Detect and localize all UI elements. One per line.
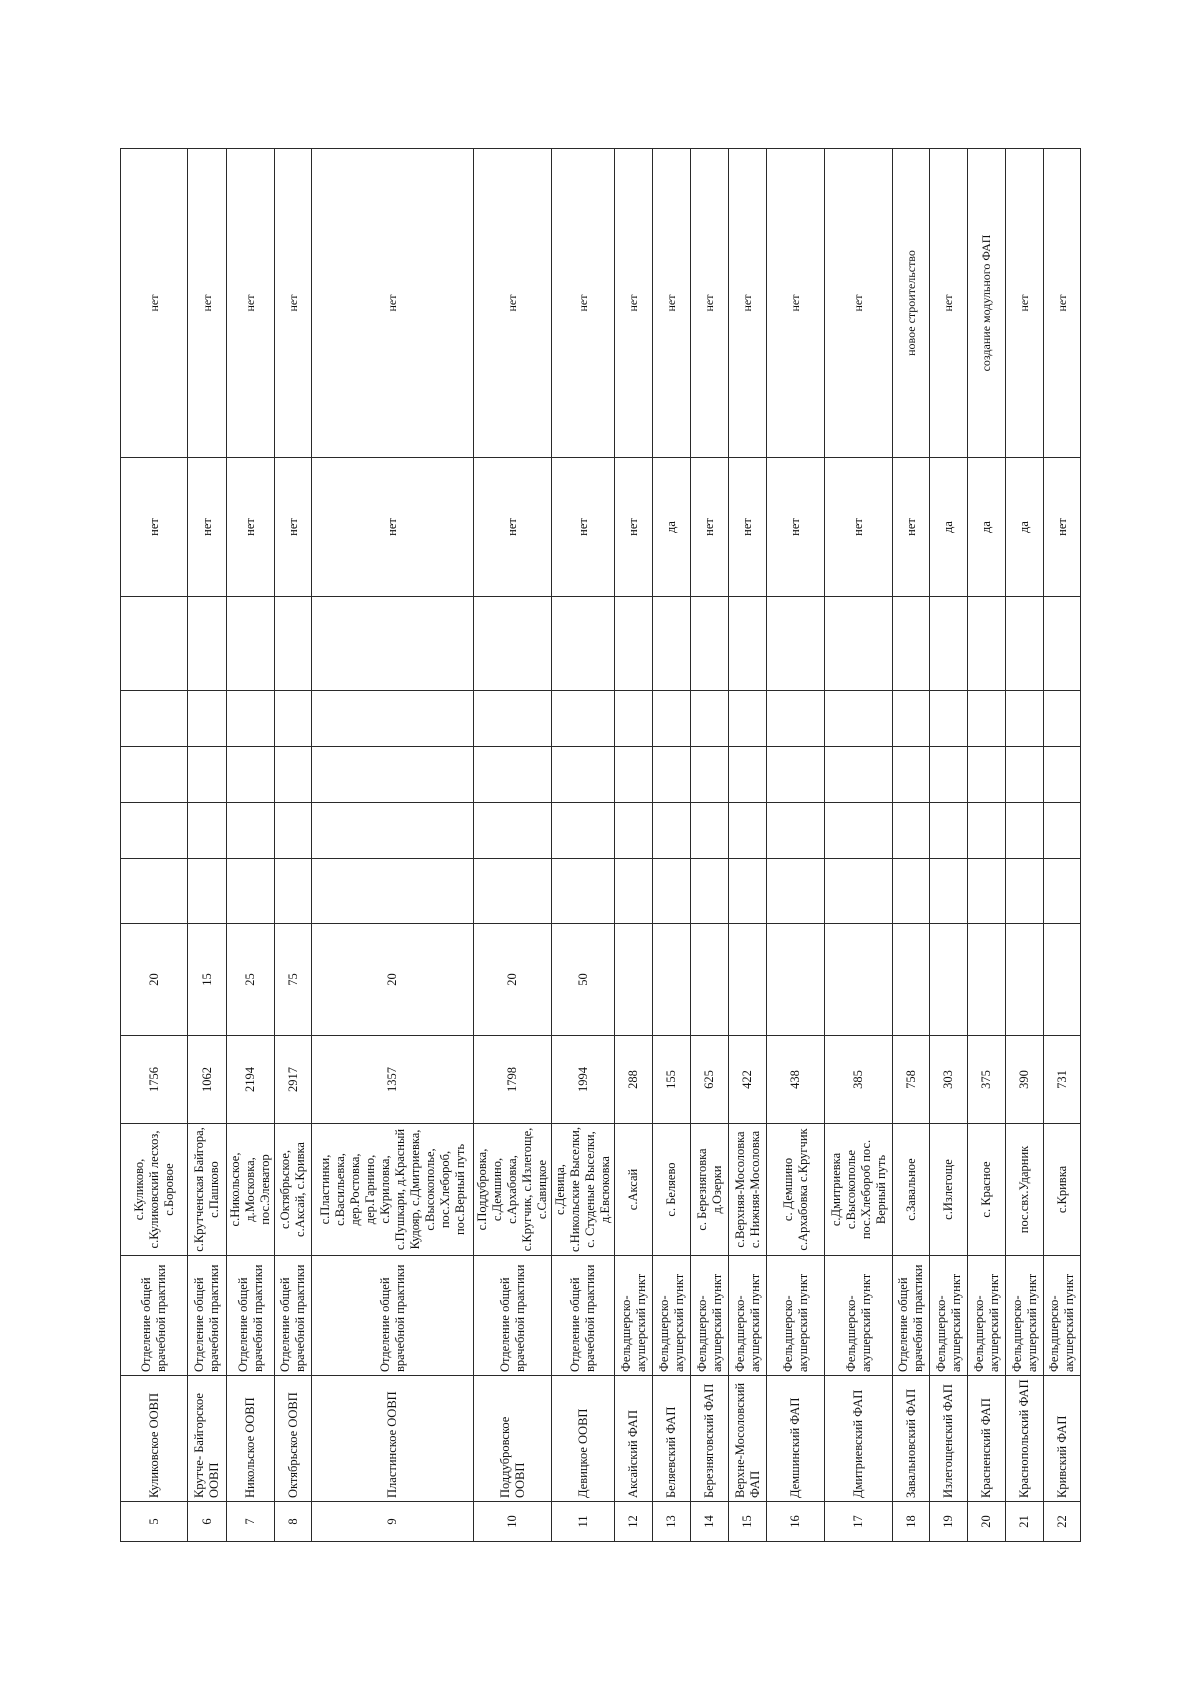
empty-cell	[968, 859, 1006, 924]
table-row	[121, 149, 188, 1542]
planned-action: нет	[275, 149, 312, 458]
empty-cell	[1044, 597, 1081, 691]
area-value: 20	[312, 924, 474, 1036]
served-settlements: с.Поддубровка, с.Демшино, с.Архабовка, с.Кругчик, с.Излегоще, с.Савицкое	[474, 1124, 552, 1256]
row-number: 8	[275, 1502, 312, 1542]
population-count: 758	[893, 1036, 930, 1124]
empty-cell	[930, 803, 968, 859]
empty-cell	[312, 859, 474, 924]
empty-cell	[968, 803, 1006, 859]
status-flag: нет	[825, 458, 893, 597]
served-settlements: с.Крутченская Байгора, с.Пашково	[188, 1124, 227, 1256]
table-row	[729, 149, 767, 1542]
status-flag: нет	[691, 458, 729, 597]
planned-action: нет	[227, 149, 275, 458]
row-number: 21	[1006, 1502, 1044, 1542]
planned-action: нет	[767, 149, 825, 458]
facility-name: Кривский ФАП	[1044, 1376, 1081, 1502]
empty-cell	[552, 859, 615, 924]
empty-cell	[474, 859, 552, 924]
empty-cell	[121, 597, 188, 691]
empty-cell	[691, 691, 729, 747]
planned-action: нет	[729, 149, 767, 458]
empty-cell	[121, 747, 188, 803]
population-count: 438	[767, 1036, 825, 1124]
empty-cell	[930, 859, 968, 924]
table-row	[312, 149, 474, 1542]
status-flag: нет	[1044, 458, 1081, 597]
served-settlements: с. Беляево	[653, 1124, 691, 1256]
empty-cell	[825, 691, 893, 747]
status-flag: нет	[312, 458, 474, 597]
facility-name: Крутче- Байгорское ООВП	[188, 1376, 227, 1502]
empty-cell	[653, 691, 691, 747]
facility-name: Поддубровское ООВП	[474, 1376, 552, 1502]
status-flag: нет	[615, 458, 653, 597]
empty-cell	[474, 691, 552, 747]
planned-action: нет	[691, 149, 729, 458]
served-settlements: с.Куликово, с.Куликовский лесхоз, с.Боровое	[121, 1124, 188, 1256]
area-value	[930, 924, 968, 1036]
table-row	[653, 149, 691, 1542]
population-count: 2194	[227, 1036, 275, 1124]
facility-type: Отделение общей врачебной практики	[188, 1256, 227, 1376]
empty-cell	[767, 597, 825, 691]
empty-cell	[968, 747, 1006, 803]
empty-cell	[121, 859, 188, 924]
empty-cell	[552, 803, 615, 859]
empty-cell	[188, 803, 227, 859]
empty-cell	[767, 691, 825, 747]
planned-action: нет	[615, 149, 653, 458]
facility-name: Демшинский ФАП	[767, 1376, 825, 1502]
empty-cell	[729, 803, 767, 859]
empty-cell	[615, 747, 653, 803]
area-value	[691, 924, 729, 1036]
table-row	[275, 149, 312, 1542]
empty-cell	[968, 691, 1006, 747]
empty-cell	[825, 803, 893, 859]
empty-cell	[968, 597, 1006, 691]
planned-action: новое строительство	[893, 149, 930, 458]
row-number: 19	[930, 1502, 968, 1542]
facility-name: Куликовское ООВП	[121, 1376, 188, 1502]
facility-type: Отделение общей врачебной практики	[552, 1256, 615, 1376]
row-number: 14	[691, 1502, 729, 1542]
served-settlements: с. Березняговка д.Озерки	[691, 1124, 729, 1256]
area-value	[653, 924, 691, 1036]
status-flag: нет	[767, 458, 825, 597]
status-flag: нет	[552, 458, 615, 597]
served-settlements: с.Кривка	[1044, 1124, 1081, 1256]
empty-cell	[691, 803, 729, 859]
empty-cell	[1006, 691, 1044, 747]
empty-cell	[615, 691, 653, 747]
served-settlements: с.Завальное	[893, 1124, 930, 1256]
row-number: 22	[1044, 1502, 1081, 1542]
served-settlements: с.Девица, с.Никольские Выселки, с. Студеные Выселки, д.Евсюковка	[552, 1124, 615, 1256]
empty-cell	[474, 747, 552, 803]
area-value: 75	[275, 924, 312, 1036]
facility-type: Отделение общей врачебной практики	[275, 1256, 312, 1376]
empty-cell	[930, 597, 968, 691]
empty-cell	[893, 597, 930, 691]
table-row	[767, 149, 825, 1542]
empty-cell	[312, 691, 474, 747]
empty-cell	[275, 597, 312, 691]
served-settlements: с.Октябрьское, с.Аксай, с.Кривка	[275, 1124, 312, 1256]
area-value: 20	[121, 924, 188, 1036]
population-count: 390	[1006, 1036, 1044, 1124]
area-value	[767, 924, 825, 1036]
empty-cell	[615, 597, 653, 691]
facility-type: Отделение общей врачебной практики	[893, 1256, 930, 1376]
empty-cell	[188, 691, 227, 747]
empty-cell	[275, 859, 312, 924]
row-number: 10	[474, 1502, 552, 1542]
facility-name: Аксайский ФАП	[615, 1376, 653, 1502]
empty-cell	[825, 859, 893, 924]
population-count: 288	[615, 1036, 653, 1124]
facility-type: Фельдшерско-акушерский пункт	[1006, 1256, 1044, 1376]
empty-cell	[1044, 691, 1081, 747]
empty-cell	[227, 747, 275, 803]
area-value	[893, 924, 930, 1036]
empty-cell	[893, 859, 930, 924]
planned-action: нет	[653, 149, 691, 458]
planned-action: нет	[474, 149, 552, 458]
facility-name: Красненский ФАП	[968, 1376, 1006, 1502]
facility-type: Фельдшерско-акушерский пункт	[767, 1256, 825, 1376]
facility-name: Дмитриевский ФАП	[825, 1376, 893, 1502]
empty-cell	[227, 859, 275, 924]
served-settlements: с.Дмитриевка с.Высокополье пос.Хлебороб пос. Верный путь	[825, 1124, 893, 1256]
empty-cell	[552, 691, 615, 747]
area-value	[825, 924, 893, 1036]
served-settlements: с.Верхняя-Мосоловка с. Нижняя-Мосоловка	[729, 1124, 767, 1256]
table-row	[691, 149, 729, 1542]
empty-cell	[474, 803, 552, 859]
population-count: 155	[653, 1036, 691, 1124]
empty-cell	[227, 597, 275, 691]
table-row	[1006, 149, 1044, 1542]
served-settlements: с.Аксай	[615, 1124, 653, 1256]
population-count: 1357	[312, 1036, 474, 1124]
empty-cell	[121, 691, 188, 747]
empty-cell	[893, 803, 930, 859]
empty-cell	[691, 597, 729, 691]
empty-cell	[1044, 747, 1081, 803]
status-flag: да	[1006, 458, 1044, 597]
area-value	[968, 924, 1006, 1036]
facility-name: Октябрьское ООВП	[275, 1376, 312, 1502]
population-count: 385	[825, 1036, 893, 1124]
facility-name: Никольское ООВП	[227, 1376, 275, 1502]
area-value	[729, 924, 767, 1036]
empty-cell	[312, 803, 474, 859]
empty-cell	[227, 803, 275, 859]
empty-cell	[691, 747, 729, 803]
row-number: 20	[968, 1502, 1006, 1542]
empty-cell	[729, 597, 767, 691]
served-settlements: с. Демшино с.Архабовка с.Кругчик	[767, 1124, 825, 1256]
empty-cell	[930, 691, 968, 747]
empty-cell	[312, 747, 474, 803]
empty-cell	[121, 803, 188, 859]
row-number: 13	[653, 1502, 691, 1542]
population-count: 422	[729, 1036, 767, 1124]
empty-cell	[767, 747, 825, 803]
empty-cell	[825, 747, 893, 803]
status-flag: нет	[275, 458, 312, 597]
served-settlements: с.Излегоще	[930, 1124, 968, 1256]
empty-cell	[653, 747, 691, 803]
population-count: 1798	[474, 1036, 552, 1124]
empty-cell	[552, 597, 615, 691]
facility-type: Фельдшерско-акушерский пункт	[968, 1256, 1006, 1376]
facility-name: Краснопольский ФАП	[1006, 1376, 1044, 1502]
facility-name: Березняговский ФАП	[691, 1376, 729, 1502]
population-count: 2917	[275, 1036, 312, 1124]
status-flag: нет	[121, 458, 188, 597]
planned-action: нет	[1044, 149, 1081, 458]
table-row	[1044, 149, 1081, 1542]
facility-type: Фельдшерско-акушерский пункт	[1044, 1256, 1081, 1376]
population-count: 1756	[121, 1036, 188, 1124]
empty-cell	[615, 859, 653, 924]
empty-cell	[1044, 803, 1081, 859]
status-flag: нет	[474, 458, 552, 597]
empty-cell	[653, 597, 691, 691]
planned-action: создание модульного ФАП	[968, 149, 1006, 458]
facilities-table	[120, 148, 1081, 1542]
status-flag: нет	[227, 458, 275, 597]
table-row	[930, 149, 968, 1542]
served-settlements: с.Пластинки, с.Васильевка, дер.Ростовка, дер.Гарнино, с.Куриловка, с.Пушкари, д.Красный Кудояр, с.Дмитриевка, с.Высокополье, пос.Хлебороб, пос.Верный путь	[312, 1124, 474, 1256]
area-value: 20	[474, 924, 552, 1036]
facility-type: Фельдшерско-акушерский пункт	[930, 1256, 968, 1376]
empty-cell	[653, 803, 691, 859]
row-number: 17	[825, 1502, 893, 1542]
empty-cell	[275, 691, 312, 747]
status-flag: нет	[893, 458, 930, 597]
empty-cell	[1006, 803, 1044, 859]
table-row	[474, 149, 552, 1542]
empty-cell	[893, 747, 930, 803]
empty-cell	[1006, 859, 1044, 924]
row-number: 11	[552, 1502, 615, 1542]
planned-action: нет	[188, 149, 227, 458]
table-row	[552, 149, 615, 1542]
row-number: 18	[893, 1502, 930, 1542]
facility-type: Отделение общей врачебной практики	[312, 1256, 474, 1376]
population-count: 303	[930, 1036, 968, 1124]
empty-cell	[188, 859, 227, 924]
row-number: 7	[227, 1502, 275, 1542]
table-row	[615, 149, 653, 1542]
facility-type: Отделение общей врачебной практики	[474, 1256, 552, 1376]
empty-cell	[474, 597, 552, 691]
empty-cell	[729, 691, 767, 747]
empty-cell	[615, 803, 653, 859]
empty-cell	[552, 747, 615, 803]
population-count: 1994	[552, 1036, 615, 1124]
planned-action: нет	[121, 149, 188, 458]
empty-cell	[1006, 597, 1044, 691]
empty-cell	[188, 747, 227, 803]
table-row	[188, 149, 227, 1542]
served-settlements: пос.свх.Ударник	[1006, 1124, 1044, 1256]
empty-cell	[729, 747, 767, 803]
row-number: 5	[121, 1502, 188, 1542]
population-count: 731	[1044, 1036, 1081, 1124]
row-number: 15	[729, 1502, 767, 1542]
facility-name: Излегощенский ФАП	[930, 1376, 968, 1502]
served-settlements: с. Красное	[968, 1124, 1006, 1256]
table-body	[121, 149, 1081, 1542]
population-count: 1062	[188, 1036, 227, 1124]
table-row	[227, 149, 275, 1542]
planned-action: нет	[312, 149, 474, 458]
status-flag: нет	[729, 458, 767, 597]
empty-cell	[188, 597, 227, 691]
area-value	[615, 924, 653, 1036]
facility-name: Девицкое ООВП	[552, 1376, 615, 1502]
facility-name: Верхне-Мосоловский ФАП	[729, 1376, 767, 1502]
facility-type: Фельдшерско-акушерский пункт	[729, 1256, 767, 1376]
empty-cell	[275, 747, 312, 803]
row-number: 6	[188, 1502, 227, 1542]
facility-type: Фельдшерско-акушерский пункт	[825, 1256, 893, 1376]
status-flag: да	[653, 458, 691, 597]
planned-action: нет	[1006, 149, 1044, 458]
empty-cell	[767, 859, 825, 924]
facility-type: Фельдшерско-акушерский пункт	[653, 1256, 691, 1376]
empty-cell	[729, 859, 767, 924]
row-number: 9	[312, 1502, 474, 1542]
rotated-page-content	[120, 149, 1076, 1542]
area-value	[1006, 924, 1044, 1036]
facility-type: Фельдшерско-акушерский пункт	[691, 1256, 729, 1376]
planned-action: нет	[930, 149, 968, 458]
empty-cell	[275, 803, 312, 859]
empty-cell	[691, 859, 729, 924]
population-count: 625	[691, 1036, 729, 1124]
area-value: 25	[227, 924, 275, 1036]
area-value	[1044, 924, 1081, 1036]
table-row	[825, 149, 893, 1542]
facility-type: Отделение общей врачебной практики	[121, 1256, 188, 1376]
status-flag: да	[968, 458, 1006, 597]
population-count: 375	[968, 1036, 1006, 1124]
empty-cell	[893, 691, 930, 747]
table-row	[893, 149, 930, 1542]
area-value: 15	[188, 924, 227, 1036]
planned-action: нет	[825, 149, 893, 458]
empty-cell	[653, 859, 691, 924]
row-number: 12	[615, 1502, 653, 1542]
area-value: 50	[552, 924, 615, 1036]
facility-name: Пластинское ООВП	[312, 1376, 474, 1502]
served-settlements: с.Никольское, д.Московка, пос.Элеватор	[227, 1124, 275, 1256]
facility-type: Отделение общей врачебной практики	[227, 1256, 275, 1376]
empty-cell	[312, 597, 474, 691]
empty-cell	[227, 691, 275, 747]
empty-cell	[930, 747, 968, 803]
status-flag: нет	[188, 458, 227, 597]
planned-action: нет	[552, 149, 615, 458]
facility-name: Завальновский ФАП	[893, 1376, 930, 1502]
table-row	[968, 149, 1006, 1542]
empty-cell	[1044, 859, 1081, 924]
facility-name: Беляевский ФАП	[653, 1376, 691, 1502]
status-flag: да	[930, 458, 968, 597]
empty-cell	[825, 597, 893, 691]
empty-cell	[1006, 747, 1044, 803]
row-number: 16	[767, 1502, 825, 1542]
facility-type: Фельдшерско-акушерский пункт	[615, 1256, 653, 1376]
empty-cell	[767, 803, 825, 859]
